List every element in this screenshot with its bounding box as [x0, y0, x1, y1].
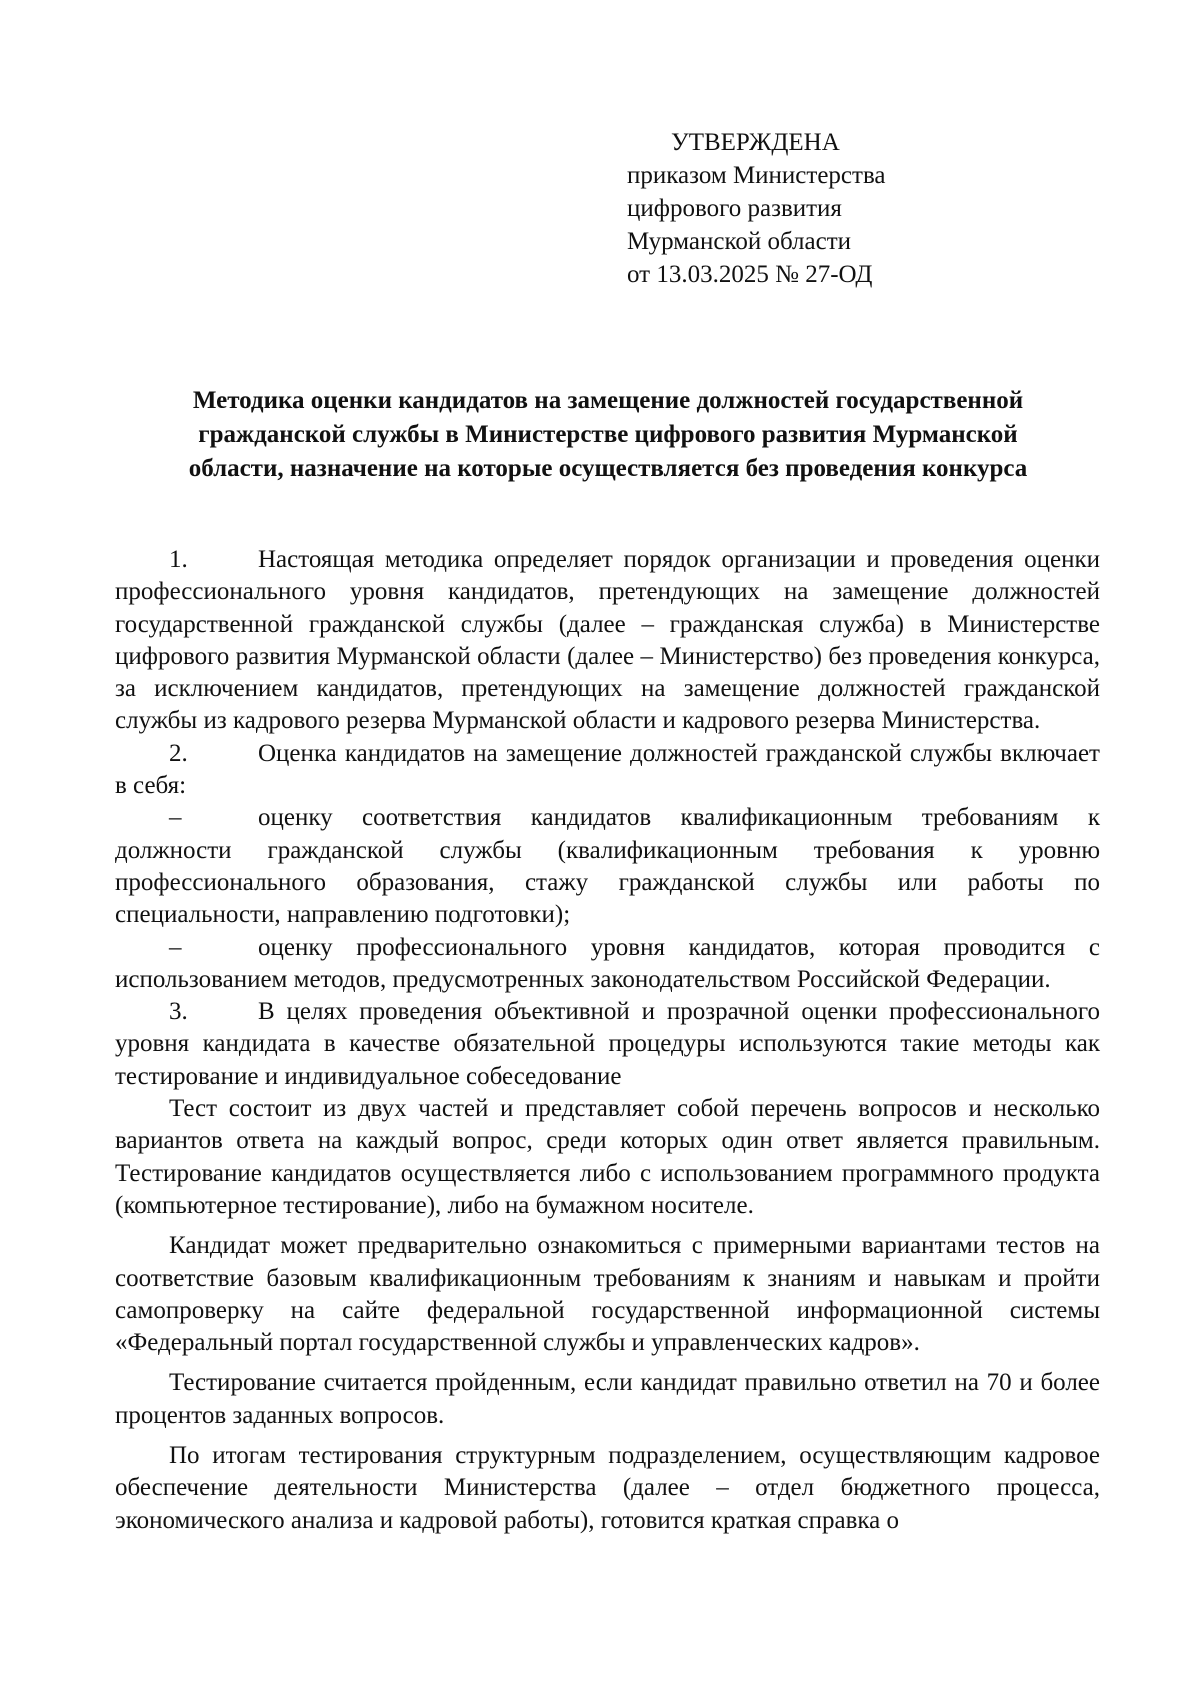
paragraph-text: Оценка кандидатов на замещение должностей гражданской службы включает в себя:	[115, 739, 1100, 800]
paragraph-1	[115, 544, 1100, 738]
paragraph-number: 2.	[169, 739, 188, 767]
approval-line: цифрового развития	[627, 195, 842, 222]
list-item-text: оценку профессионального уровня кандидатов, которая проводится с использованием методов, предусмотренных законодательством Российской Федерации.	[115, 933, 1100, 993]
paragraph-results: По итогам тестирования структурным подразделением, осуществляющим кадровое обеспечение деятельности Министерства (далее – отдел бюджетного процесса, экономического анализа и кадровой работы), готовится краткая справка о	[115, 1442, 1100, 1534]
paragraph-2	[115, 738, 1100, 803]
paragraph-text: Настоящая методика определяет порядок организации и проведения оценки профессионального уровня кандидатов, претендующих на замещение должностей государственной гражданской службы (далее – гражданская служба) в Министерстве цифрового развития Мурманской области (далее – Министерство) без проведения конкурса, за исключением кандидатов, претендующих на замещение должностей гражданской службы из кадрового резерва Мурманской области и кадрового резерва Министерства.	[115, 546, 1100, 735]
paragraph-test-description: Тест состоит из двух частей и представляет собой перечень вопросов и несколько вариантов ответа на каждый вопрос, среди которых один ответ является правильным. Тестирование кандидатов осуществляется либо с использованием программного продукта (компьютерное тестирование), либо на бумажном носителе.	[115, 1095, 1100, 1219]
paragraph-3	[115, 996, 1100, 1093]
approval-line: Мурманской области	[627, 228, 852, 255]
list-item	[115, 932, 1100, 997]
paragraph-pass-threshold: Тестирование считается пройденным, если кандидат правильно ответил на 70 и более процентов заданных вопросов.	[115, 1369, 1100, 1429]
paragraph-number: 3.	[169, 998, 188, 1026]
paragraph-self-check: Кандидат может предварительно ознакомиться с примерными вариантами тестов на соответствие базовым квалификационным требованиям к знаниям и навыкам и пройти самопроверку на сайте федеральной государственной информационной системы «Федеральный портал государственной службы и управленческих кадров».	[115, 1232, 1100, 1357]
approval-order-date: от 13.03.2025 № 27-ОД	[627, 261, 873, 288]
paragraph-number: 1.	[169, 546, 188, 573]
document-body	[115, 544, 1100, 1537]
approval-stamp	[627, 126, 1047, 291]
list-item	[115, 802, 1100, 931]
title-line: гражданской службы в Министерстве цифрового развития Мурманской	[198, 421, 1018, 448]
document-title	[118, 384, 1098, 486]
list-item-text: оценку соответствия кандидатов квалификационным требованиям к должности гражданской службы (квалификационным требования к уровню профессионального образования, стажу гражданской службы или работы по специальности, направлению подготовки);	[115, 804, 1100, 929]
dash-marker: –	[169, 804, 182, 832]
paragraph-text: В целях проведения объективной и прозрачной оценки профессионального уровня кандидата в качестве обязательной процедуры используются такие методы как тестирование и индивидуальное собеседование	[115, 998, 1100, 1090]
approval-heading: УТВЕРЖДЕНА	[671, 129, 840, 156]
title-line: Методика оценки кандидатов на замещение должностей государственной	[192, 387, 1024, 414]
dash-marker: –	[169, 933, 182, 961]
approval-line: приказом Министерства	[627, 162, 886, 189]
title-line: области, назначение на которые осуществляется без проведения конкурса	[188, 455, 1028, 482]
